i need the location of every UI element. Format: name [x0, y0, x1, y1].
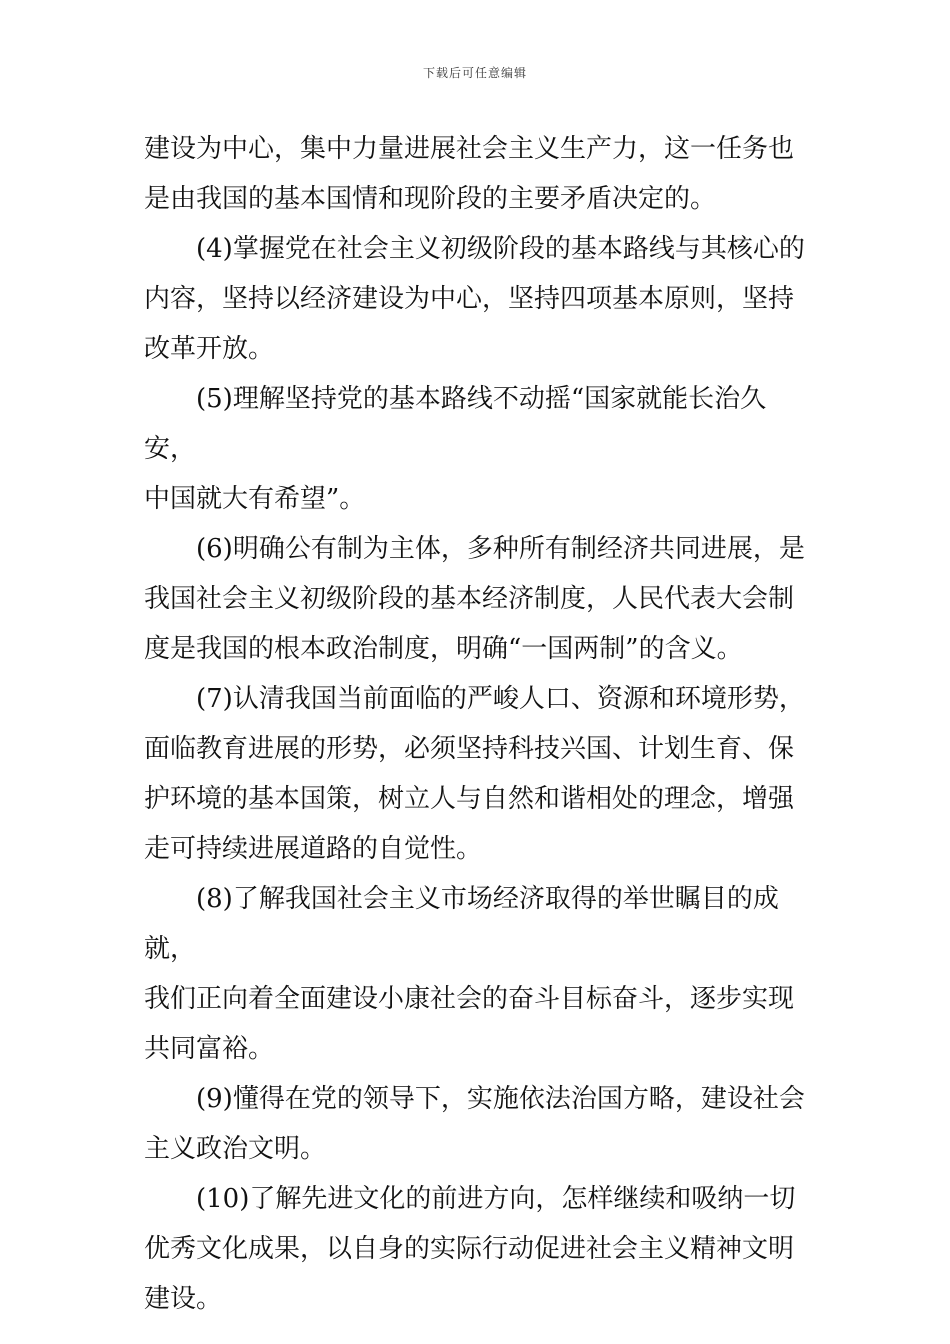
- download-note-header: 下载后可任意编辑: [422, 66, 527, 80]
- document-body: [144, 124, 810, 1324]
- paragraph-item-4: (4)掌握党在社会主义初级阶段的基本路线与其核心的 内容，坚持以经济建设为中心，坚持四项基本原则，坚持 改革开放。: [144, 234, 805, 364]
- paragraph-item-9: (9)懂得在党的领导下，实施依法治国方略，建设社会 主义政治文明。: [144, 1084, 805, 1164]
- paragraph-continuation: 建设为中心，集中力量进展社会主义生产力，这一任务也 是由我国的基本国情和现阶段的主要矛盾决定的。: [144, 134, 795, 214]
- paragraph-item-7: (7)认清我国当前面临的严峻人口、资源和环境形势， 面临教育进展的形势，必须坚持科技兴国、计划生育、保 护环境的基本国策，树立人与自然和谐相处的理念，增强 走可持续进展道路的自觉性。: [144, 684, 805, 864]
- paragraph-item-10: (10)了解先进文化的前进方向，怎样继续和吸纳一切 优秀文化成果，以自身的实际行动促进社会主义精神文明 建设。: [144, 1184, 796, 1314]
- paragraph-item-6: (6)明确公有制为主体，多种所有制经济共同进展，是 我国社会主义初级阶段的基本经济制度，人民代表大会制 度是我国的根本政治制度，明确“一国两制”的含义。: [144, 534, 805, 664]
- paragraph-item-8: (8)了解我国社会主义市场经济取得的举世瞩目的成就， 我们正向着全面建设小康社会的奋斗目标奋斗，逐步实现 共同富裕。: [144, 884, 795, 1064]
- paragraph-item-5: (5)理解坚持党的基本路线不动摇“国家就能长治久安， 中国就大有希望”。: [144, 384, 767, 514]
